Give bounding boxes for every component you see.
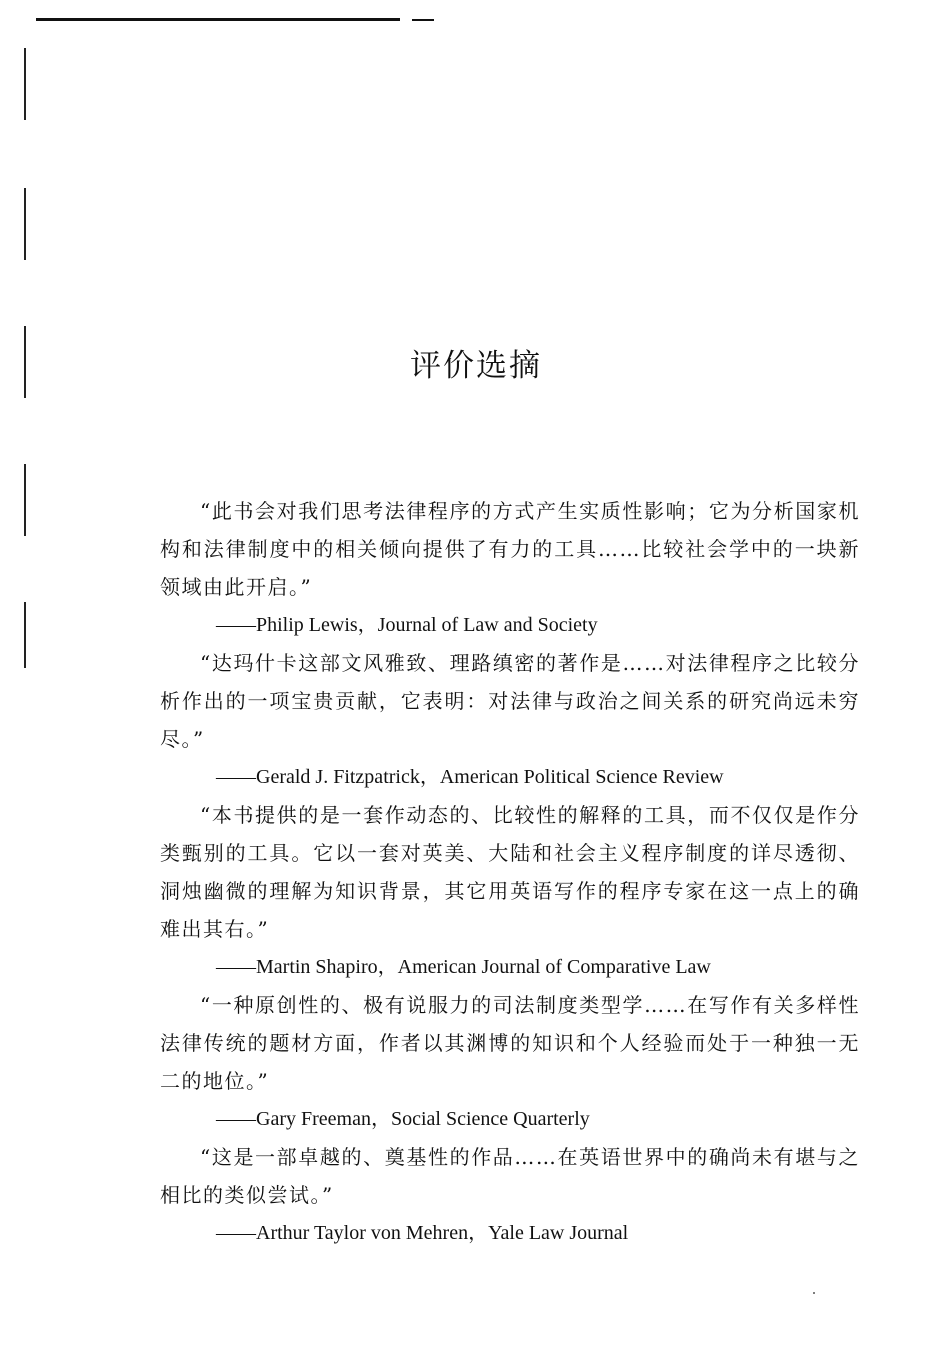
review-quote: “这是一部卓越的、奠基性的作品……在英语世界中的确尚未有堪与之相比的类似尝试。” (160, 1145, 860, 1207)
margin-mark (24, 602, 26, 668)
review-attribution: ——Gerald J. Fitzpatrick，American Political Science Review (216, 766, 724, 788)
margin-mark (24, 188, 26, 260)
review-item (160, 796, 860, 986)
margin-mark (24, 464, 26, 536)
review-attribution: ——Gary Freeman，Social Science Quarterly (216, 1108, 590, 1130)
review-attribution: ——Arthur Taylor von Mehren，Yale Law Journal (216, 1222, 629, 1244)
review-attribution: ——Philip Lewis，Journal of Law and Society (216, 614, 598, 636)
review-quote: “本书提供的是一套作动态的、比较性的解释的工具，而不仅仅是作分类甄别的工具。它以一套对英美、大陆和社会主义程序制度的详尽透彻、洞烛幽微的理解为知识背景，其它用英语写作的程序专家在这一点上的确难出其右。” (160, 803, 860, 941)
review-item (160, 1138, 860, 1252)
review-quote: “一种原创性的、极有说服力的司法制度类型学……在写作有关多样性法律传统的题材方面，作者以其渊博的知识和个人经验而处于一种独一无二的地位。” (160, 993, 860, 1093)
page-title: 评价选摘 (410, 348, 542, 384)
review-item (160, 492, 860, 644)
review-attribution: ——Martin Shapiro，American Journal of Comparative Law (216, 956, 711, 978)
top-rule-segment (412, 19, 434, 21)
review-quote: “此书会对我们思考法律程序的方式产生实质性影响；它为分析国家机构和法律制度中的相关倾向提供了有力的工具……比较社会学中的一块新领域由此开启。” (160, 499, 860, 599)
review-item (160, 986, 860, 1138)
reviews-list (160, 492, 860, 1252)
margin-mark (24, 48, 26, 120)
scan-speck (813, 1292, 815, 1294)
top-rule (36, 18, 400, 21)
review-item (160, 644, 860, 796)
review-quote: “达玛什卡这部文风雅致、理路缜密的著作是……对法律程序之比较分析作出的一项宝贵贡献，它表明：对法律与政治之间关系的研究尚远未穷尽。” (160, 651, 860, 751)
